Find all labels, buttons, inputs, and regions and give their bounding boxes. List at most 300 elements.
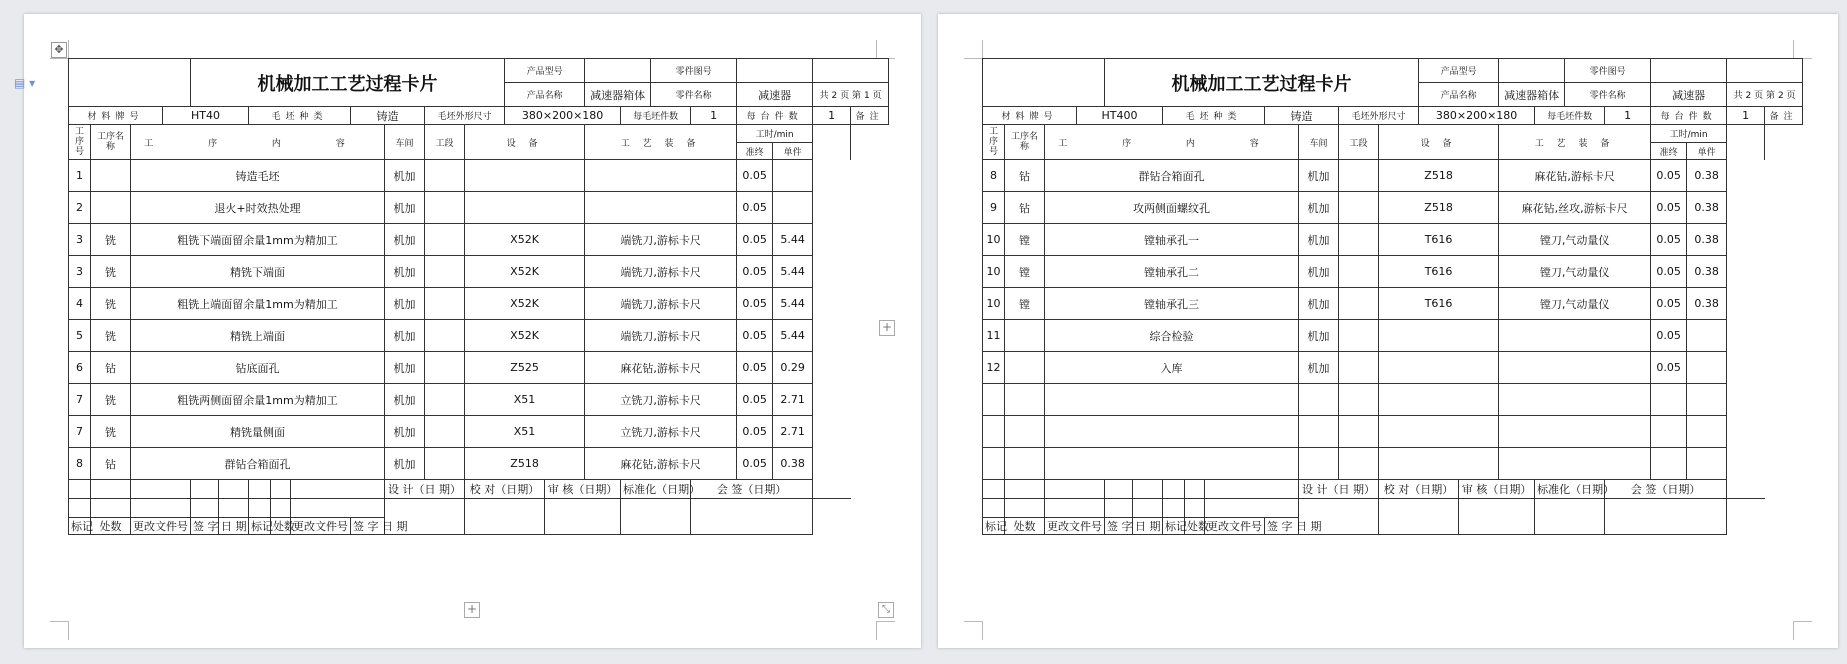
row-tooling[interactable]: 麻花钻,游标卡尺 bbox=[1499, 160, 1651, 192]
row-workshop[interactable]: 机加 bbox=[385, 288, 425, 320]
row-section[interactable] bbox=[1339, 384, 1379, 416]
row-workshop[interactable]: 机加 bbox=[1299, 288, 1339, 320]
sign-grid-cell bbox=[219, 480, 249, 499]
table-row bbox=[983, 448, 1803, 480]
row-content[interactable]: 精铣量侧面 bbox=[131, 416, 385, 448]
mark-label: 标记 bbox=[1163, 518, 1185, 535]
row-unit-time[interactable]: 0.29 bbox=[773, 352, 813, 384]
row-equipment[interactable]: Z518 bbox=[1379, 192, 1499, 224]
row-workshop[interactable]: 机加 bbox=[385, 224, 425, 256]
row-name[interactable]: 钻 bbox=[1005, 160, 1045, 192]
row-section[interactable] bbox=[1339, 288, 1379, 320]
row-tooling[interactable]: 麻花钻,游标卡尺 bbox=[585, 448, 737, 480]
page-corner-mark bbox=[876, 40, 895, 59]
per-unit-value[interactable]: 1 bbox=[1727, 107, 1765, 125]
blank-size-label: 毛坯外形尺寸 bbox=[425, 107, 505, 125]
footer-check: 校 对（日期） bbox=[1379, 480, 1459, 499]
row-unit-time[interactable]: 5.44 bbox=[773, 256, 813, 288]
row-prep-time[interactable]: 0.05 bbox=[1651, 256, 1687, 288]
row-prep-time[interactable]: 0.05 bbox=[737, 256, 773, 288]
row-spacer bbox=[813, 288, 851, 320]
date-label: 日 期 bbox=[1133, 518, 1163, 535]
review-sign-cell[interactable] bbox=[1459, 499, 1535, 535]
row-equipment[interactable] bbox=[1379, 320, 1499, 352]
row-equipment[interactable]: X52K bbox=[465, 320, 585, 352]
row-section[interactable] bbox=[425, 384, 465, 416]
row-name[interactable]: 铣 bbox=[91, 416, 131, 448]
table-row bbox=[69, 256, 889, 288]
row-equipment[interactable]: T616 bbox=[1379, 288, 1499, 320]
row-tooling[interactable] bbox=[1499, 448, 1651, 480]
row-prep-time[interactable]: 0.05 bbox=[1651, 352, 1687, 384]
sign-grid-cell bbox=[1005, 480, 1045, 499]
sign-label: 签 字 bbox=[1267, 520, 1293, 533]
row-tooling[interactable]: 镗刀,气动量仪 bbox=[1499, 224, 1651, 256]
change-doc-label: 更改文件号 bbox=[1045, 518, 1105, 535]
row-unit-time[interactable]: 0.38 bbox=[1687, 256, 1727, 288]
page-no-label: 第 bbox=[852, 91, 862, 101]
row-tooling[interactable] bbox=[585, 192, 737, 224]
per-unit-value[interactable]: 1 bbox=[813, 107, 851, 125]
row-content[interactable]: 粗铣上端面留余量1mm为精加工 bbox=[131, 288, 385, 320]
row-tooling[interactable] bbox=[585, 160, 737, 192]
standard-sign-cell[interactable] bbox=[1535, 499, 1605, 535]
countersign-cell[interactable] bbox=[1605, 499, 1727, 535]
row-name[interactable]: 钻 bbox=[1005, 192, 1045, 224]
row-prep-time[interactable]: 0.05 bbox=[737, 224, 773, 256]
row-section[interactable] bbox=[1339, 448, 1379, 480]
row-name[interactable]: 镗 bbox=[1005, 288, 1045, 320]
row-spacer bbox=[813, 256, 851, 288]
row-name[interactable]: 镗 bbox=[1005, 256, 1045, 288]
review-sign-cell[interactable] bbox=[545, 499, 621, 535]
row-name[interactable] bbox=[1005, 416, 1045, 448]
per-blank-value[interactable]: 1 bbox=[1605, 107, 1651, 125]
row-equipment[interactable]: Z525 bbox=[465, 352, 585, 384]
row-tooling[interactable]: 端铣刀,游标卡尺 bbox=[585, 320, 737, 352]
row-seq[interactable]: 12 bbox=[983, 352, 1005, 384]
resize-handle-icon[interactable]: ⤡ bbox=[878, 602, 894, 618]
row-section[interactable] bbox=[1339, 256, 1379, 288]
row-content[interactable]: 精铣上端面 bbox=[131, 320, 385, 352]
footer-countersign: 会 签（日期） bbox=[1605, 480, 1727, 499]
row-equipment[interactable]: X51 bbox=[465, 416, 585, 448]
row-spacer bbox=[1727, 224, 1765, 256]
row-spacer bbox=[1727, 256, 1765, 288]
sign-grid-cell bbox=[1045, 480, 1105, 499]
product-model-value[interactable] bbox=[585, 59, 651, 83]
row-prep-time[interactable]: 0.05 bbox=[1651, 288, 1687, 320]
document-icon[interactable]: ▤ ▾ bbox=[14, 76, 36, 90]
col-prep-header: 准终 bbox=[737, 143, 773, 160]
row-seq[interactable] bbox=[983, 416, 1005, 448]
row-tooling[interactable]: 立铣刀,游标卡尺 bbox=[585, 416, 737, 448]
mark-label: 标记 bbox=[249, 518, 271, 535]
row-equipment[interactable]: X51 bbox=[465, 384, 585, 416]
row-unit-time[interactable]: 0.38 bbox=[1687, 288, 1727, 320]
row-workshop[interactable]: 机加 bbox=[385, 384, 425, 416]
product-model-value[interactable] bbox=[1499, 59, 1565, 83]
product-model-label: 产品型号 bbox=[505, 59, 585, 83]
row-content[interactable]: 攻两侧面螺纹孔 bbox=[1045, 192, 1299, 224]
row-content[interactable] bbox=[1045, 384, 1299, 416]
row-tooling[interactable]: 立铣刀,游标卡尺 bbox=[585, 384, 737, 416]
row-equipment[interactable]: T616 bbox=[1379, 224, 1499, 256]
row-section[interactable] bbox=[1339, 352, 1379, 384]
title-blank-cell bbox=[69, 59, 191, 107]
table-row bbox=[983, 320, 1803, 352]
page-corner-mark bbox=[1793, 621, 1812, 640]
row-name[interactable]: 铣 bbox=[91, 320, 131, 352]
per-unit-label: 每台件数 bbox=[1651, 107, 1727, 125]
row-unit-time[interactable] bbox=[1687, 352, 1727, 384]
blank-type-label: 毛坯种类 bbox=[1163, 107, 1265, 125]
sign-grid-cell bbox=[1727, 499, 1765, 535]
table-row bbox=[69, 224, 889, 256]
sign-grid-cell bbox=[1205, 480, 1299, 499]
row-seq[interactable]: 7 bbox=[69, 416, 91, 448]
blank-type-value[interactable]: 铸造 bbox=[351, 107, 425, 125]
header-spacer bbox=[813, 125, 851, 160]
row-prep-time[interactable]: 0.05 bbox=[1651, 192, 1687, 224]
row-unit-time[interactable] bbox=[773, 192, 813, 224]
row-unit-time[interactable] bbox=[1687, 384, 1727, 416]
table-row bbox=[983, 288, 1803, 320]
sign-grid-cell bbox=[1105, 499, 1133, 518]
row-workshop[interactable]: 机加 bbox=[385, 256, 425, 288]
row-name[interactable]: 铣 bbox=[91, 288, 131, 320]
row-prep-time[interactable]: 0.05 bbox=[737, 192, 773, 224]
row-unit-time[interactable] bbox=[1687, 448, 1727, 480]
row-section[interactable] bbox=[1339, 416, 1379, 448]
row-tooling[interactable]: 端铣刀,游标卡尺 bbox=[585, 224, 737, 256]
check-sign-cell[interactable] bbox=[1379, 499, 1459, 535]
row-workshop[interactable] bbox=[1299, 448, 1339, 480]
row-equipment[interactable] bbox=[465, 160, 585, 192]
product-name-label: 产品名称 bbox=[1419, 83, 1499, 107]
row-tooling[interactable] bbox=[1499, 352, 1651, 384]
row-workshop[interactable]: 机加 bbox=[1299, 160, 1339, 192]
row-equipment[interactable]: X52K bbox=[465, 224, 585, 256]
row-prep-time[interactable]: 0.05 bbox=[737, 320, 773, 352]
row-section[interactable] bbox=[425, 320, 465, 352]
sign-label: 签 字 bbox=[1105, 518, 1133, 535]
row-section[interactable] bbox=[425, 224, 465, 256]
row-content[interactable]: 退火+时效热处理 bbox=[131, 192, 385, 224]
row-name[interactable] bbox=[1005, 384, 1045, 416]
row-workshop[interactable]: 机加 bbox=[385, 416, 425, 448]
countersign-cell[interactable] bbox=[691, 499, 813, 535]
row-prep-time[interactable]: 0.05 bbox=[737, 384, 773, 416]
part-drawing-value[interactable] bbox=[737, 59, 813, 83]
row-name[interactable]: 铣 bbox=[91, 224, 131, 256]
row-seq[interactable]: 8 bbox=[983, 160, 1005, 192]
row-section[interactable] bbox=[425, 448, 465, 480]
row-prep-time[interactable] bbox=[1651, 448, 1687, 480]
product-name-value[interactable]: 减速器箱体 bbox=[585, 83, 651, 107]
row-unit-time[interactable]: 0.38 bbox=[773, 448, 813, 480]
row-equipment[interactable]: X52K bbox=[465, 256, 585, 288]
row-equipment[interactable] bbox=[1379, 448, 1499, 480]
table-row bbox=[983, 416, 1803, 448]
row-workshop[interactable]: 机加 bbox=[1299, 256, 1339, 288]
row-section[interactable] bbox=[425, 416, 465, 448]
row-name[interactable] bbox=[91, 192, 131, 224]
row-workshop[interactable]: 机加 bbox=[1299, 224, 1339, 256]
row-name[interactable]: 铣 bbox=[91, 384, 131, 416]
row-prep-time[interactable] bbox=[1651, 384, 1687, 416]
row-section[interactable] bbox=[425, 160, 465, 192]
table-row bbox=[69, 416, 889, 448]
row-seq[interactable]: 4 bbox=[69, 288, 91, 320]
footer-standard: 标准化（日期） bbox=[1535, 480, 1605, 499]
row-name[interactable] bbox=[1005, 320, 1045, 352]
sign-grid-cell bbox=[1185, 480, 1205, 499]
row-tooling[interactable] bbox=[1499, 416, 1651, 448]
row-content[interactable] bbox=[1045, 448, 1299, 480]
change-doc-label: 更改文件号 bbox=[131, 518, 191, 535]
row-unit-time[interactable]: 2.71 bbox=[773, 416, 813, 448]
row-name[interactable]: 镗 bbox=[1005, 224, 1045, 256]
table-row bbox=[983, 256, 1803, 288]
col-unit-header: 单件 bbox=[1687, 143, 1727, 160]
row-unit-time[interactable] bbox=[1687, 416, 1727, 448]
row-content[interactable]: 精铣下端面 bbox=[131, 256, 385, 288]
page-count-cell bbox=[1727, 83, 1803, 107]
row-section[interactable] bbox=[425, 192, 465, 224]
row-content[interactable]: 综合检验 bbox=[1045, 320, 1299, 352]
row-tooling[interactable]: 麻花钻,游标卡尺 bbox=[585, 352, 737, 384]
row-section[interactable] bbox=[1339, 224, 1379, 256]
row-workshop[interactable]: 机加 bbox=[1299, 352, 1339, 384]
row-prep-time[interactable]: 0.05 bbox=[1651, 160, 1687, 192]
sign-grid-cell bbox=[271, 480, 291, 499]
change-doc-label: 更改文件号 bbox=[291, 518, 351, 535]
row-unit-time[interactable]: 5.44 bbox=[773, 224, 813, 256]
row-seq[interactable]: 10 bbox=[983, 256, 1005, 288]
sign-grid-cell bbox=[1205, 499, 1299, 518]
sign-grid-cell bbox=[191, 499, 219, 518]
row-name[interactable]: 铣 bbox=[91, 256, 131, 288]
row-tooling[interactable]: 麻花钻,丝攻,游标卡尺 bbox=[1499, 192, 1651, 224]
col-time-header: 工时/min bbox=[737, 125, 813, 143]
row-section[interactable] bbox=[1339, 320, 1379, 352]
row-section[interactable] bbox=[425, 352, 465, 384]
row-workshop[interactable]: 机加 bbox=[1299, 192, 1339, 224]
row-unit-time[interactable]: 2.71 bbox=[773, 384, 813, 416]
row-workshop[interactable] bbox=[1299, 416, 1339, 448]
row-equipment[interactable]: T616 bbox=[1379, 256, 1499, 288]
page-corner-mark bbox=[964, 621, 983, 640]
sign-grid-cell bbox=[1163, 480, 1185, 499]
move-handle-icon[interactable]: ✥ bbox=[51, 42, 67, 58]
row-equipment[interactable]: X52K bbox=[465, 288, 585, 320]
row-section[interactable] bbox=[1339, 160, 1379, 192]
row-unit-time[interactable] bbox=[773, 160, 813, 192]
row-seq[interactable]: 9 bbox=[983, 192, 1005, 224]
col-seq-header: 工序号 bbox=[69, 125, 91, 160]
row-tooling[interactable]: 端铣刀,游标卡尺 bbox=[585, 256, 737, 288]
col-section-header: 工段 bbox=[1339, 125, 1379, 160]
row-seq[interactable]: 8 bbox=[69, 448, 91, 480]
row-tooling[interactable] bbox=[1499, 320, 1651, 352]
row-prep-time[interactable]: 0.05 bbox=[737, 288, 773, 320]
row-workshop[interactable]: 机加 bbox=[385, 160, 425, 192]
per-blank-value[interactable]: 1 bbox=[691, 107, 737, 125]
row-section[interactable] bbox=[425, 288, 465, 320]
row-workshop[interactable]: 机加 bbox=[385, 352, 425, 384]
row-equipment[interactable] bbox=[1379, 384, 1499, 416]
row-content[interactable]: 粗铣两侧面留余量1mm为精加工 bbox=[131, 384, 385, 416]
page-corner-mark bbox=[964, 40, 983, 59]
row-prep-time[interactable]: 0.05 bbox=[737, 352, 773, 384]
row-name[interactable] bbox=[1005, 448, 1045, 480]
sign-grid-cell bbox=[1133, 480, 1163, 499]
row-equipment[interactable] bbox=[465, 192, 585, 224]
footer-review: 审 核（日期） bbox=[545, 480, 621, 499]
row-prep-time[interactable]: 0.05 bbox=[1651, 224, 1687, 256]
row-seq[interactable]: 6 bbox=[69, 352, 91, 384]
card-title: 机械加工工艺过程卡片 bbox=[191, 59, 505, 107]
row-spacer bbox=[1727, 352, 1765, 384]
per-unit-label: 每台件数 bbox=[737, 107, 813, 125]
mark-label: 标记 bbox=[983, 518, 1005, 535]
row-spacer bbox=[813, 448, 851, 480]
part-name-value[interactable]: 减速器 bbox=[1651, 83, 1727, 107]
row-seq[interactable]: 7 bbox=[69, 384, 91, 416]
table-row bbox=[983, 224, 1803, 256]
row-section[interactable] bbox=[425, 256, 465, 288]
remark-label: 备注 bbox=[851, 107, 889, 125]
row-seq[interactable]: 3 bbox=[69, 256, 91, 288]
row-tooling[interactable] bbox=[1499, 384, 1651, 416]
row-name[interactable] bbox=[1005, 352, 1045, 384]
blank-size-label: 毛坯外形尺寸 bbox=[1339, 107, 1419, 125]
material-value[interactable]: HT40 bbox=[163, 107, 249, 125]
row-spacer bbox=[813, 352, 851, 384]
row-workshop[interactable] bbox=[1299, 384, 1339, 416]
row-seq[interactable]: 10 bbox=[983, 288, 1005, 320]
row-seq[interactable] bbox=[983, 384, 1005, 416]
standard-sign-cell[interactable] bbox=[621, 499, 691, 535]
row-content[interactable]: 镗轴承孔一 bbox=[1045, 224, 1299, 256]
row-workshop[interactable]: 机加 bbox=[385, 448, 425, 480]
sign-grid-cell bbox=[91, 499, 131, 518]
row-content[interactable]: 粗铣下端面留余量1mm为精加工 bbox=[131, 224, 385, 256]
row-name[interactable] bbox=[91, 160, 131, 192]
row-spacer bbox=[813, 160, 851, 192]
row-name[interactable]: 钻 bbox=[91, 448, 131, 480]
row-unit-time[interactable]: 5.44 bbox=[773, 320, 813, 352]
row-seq[interactable]: 2 bbox=[69, 192, 91, 224]
part-drawing-label: 零件图号 bbox=[651, 59, 737, 83]
row-content[interactable]: 入库 bbox=[1045, 352, 1299, 384]
row-seq[interactable]: 1 bbox=[69, 160, 91, 192]
row-name[interactable]: 钻 bbox=[91, 352, 131, 384]
row-unit-time[interactable]: 0.38 bbox=[1687, 192, 1727, 224]
row-section[interactable] bbox=[1339, 192, 1379, 224]
row-seq[interactable]: 3 bbox=[69, 224, 91, 256]
col-seq-header: 工序号 bbox=[983, 125, 1005, 160]
row-workshop[interactable]: 机加 bbox=[385, 320, 425, 352]
sign-grid-cell bbox=[1133, 499, 1163, 518]
row-seq[interactable]: 11 bbox=[983, 320, 1005, 352]
table-row bbox=[69, 192, 889, 224]
part-drawing-value[interactable] bbox=[1651, 59, 1727, 83]
row-tooling[interactable]: 端铣刀,游标卡尺 bbox=[585, 288, 737, 320]
table-row bbox=[69, 160, 889, 192]
page-corner-mark bbox=[50, 621, 69, 640]
count-label: 处数 bbox=[271, 518, 291, 535]
row-content[interactable]: 群钻合箱面孔 bbox=[131, 448, 385, 480]
blank-size-value[interactable]: 380×200×180 bbox=[1419, 107, 1535, 125]
sign-grid-cell bbox=[249, 480, 271, 499]
row-prep-time[interactable]: 0.05 bbox=[737, 160, 773, 192]
row-seq[interactable]: 10 bbox=[983, 224, 1005, 256]
row-tooling[interactable]: 镗刀,气动量仪 bbox=[1499, 288, 1651, 320]
row-seq[interactable] bbox=[983, 448, 1005, 480]
row-unit-time[interactable]: 0.38 bbox=[1687, 160, 1727, 192]
blank-size-value[interactable]: 380×200×180 bbox=[505, 107, 621, 125]
row-prep-time[interactable] bbox=[1651, 416, 1687, 448]
row-prep-time[interactable]: 0.05 bbox=[737, 416, 773, 448]
page-number: 2 bbox=[1777, 91, 1784, 101]
row-content[interactable]: 群钻合箱面孔 bbox=[1045, 160, 1299, 192]
count-label: 处数 bbox=[1005, 518, 1045, 535]
row-seq[interactable]: 5 bbox=[69, 320, 91, 352]
row-content[interactable]: 镗轴承孔二 bbox=[1045, 256, 1299, 288]
row-equipment[interactable] bbox=[1379, 352, 1499, 384]
row-spacer bbox=[1727, 320, 1765, 352]
col-unit-header: 单件 bbox=[773, 143, 813, 160]
footer-standard: 标准化（日期） bbox=[621, 480, 691, 499]
blank-cell bbox=[813, 59, 889, 83]
row-unit-time[interactable] bbox=[1687, 320, 1727, 352]
table-row bbox=[69, 384, 889, 416]
row-workshop[interactable]: 机加 bbox=[1299, 320, 1339, 352]
material-value[interactable]: HT400 bbox=[1077, 107, 1163, 125]
row-workshop[interactable]: 机加 bbox=[385, 192, 425, 224]
blank-type-value[interactable]: 铸造 bbox=[1265, 107, 1339, 125]
row-content[interactable]: 钻底面孔 bbox=[131, 352, 385, 384]
check-sign-cell[interactable] bbox=[465, 499, 545, 535]
row-spacer bbox=[1727, 192, 1765, 224]
add-column-icon[interactable]: + bbox=[879, 320, 895, 336]
col-workshop-header: 车间 bbox=[385, 125, 425, 160]
page-number: 1 bbox=[863, 91, 870, 101]
row-equipment[interactable]: Z518 bbox=[1379, 160, 1499, 192]
row-equipment[interactable]: Z518 bbox=[465, 448, 585, 480]
col-workshop-header: 车间 bbox=[1299, 125, 1339, 160]
row-prep-time[interactable]: 0.05 bbox=[737, 448, 773, 480]
row-tooling[interactable]: 镗刀,气动量仪 bbox=[1499, 256, 1651, 288]
part-name-value[interactable]: 减速器 bbox=[737, 83, 813, 107]
sign-grid-cell bbox=[1045, 499, 1105, 518]
row-equipment[interactable] bbox=[1379, 416, 1499, 448]
table-row bbox=[69, 352, 889, 384]
row-content[interactable]: 镗轴承孔三 bbox=[1045, 288, 1299, 320]
product-name-value[interactable]: 减速器箱体 bbox=[1499, 83, 1565, 107]
row-spacer bbox=[813, 416, 851, 448]
row-unit-time[interactable]: 5.44 bbox=[773, 288, 813, 320]
sign-grid-cell bbox=[219, 499, 249, 518]
row-content[interactable] bbox=[1045, 416, 1299, 448]
row-content[interactable]: 铸造毛坯 bbox=[131, 160, 385, 192]
remark-label: 备注 bbox=[1765, 107, 1803, 125]
row-prep-time[interactable]: 0.05 bbox=[1651, 320, 1687, 352]
row-unit-time[interactable]: 0.38 bbox=[1687, 224, 1727, 256]
add-row-icon[interactable]: + bbox=[464, 602, 480, 618]
